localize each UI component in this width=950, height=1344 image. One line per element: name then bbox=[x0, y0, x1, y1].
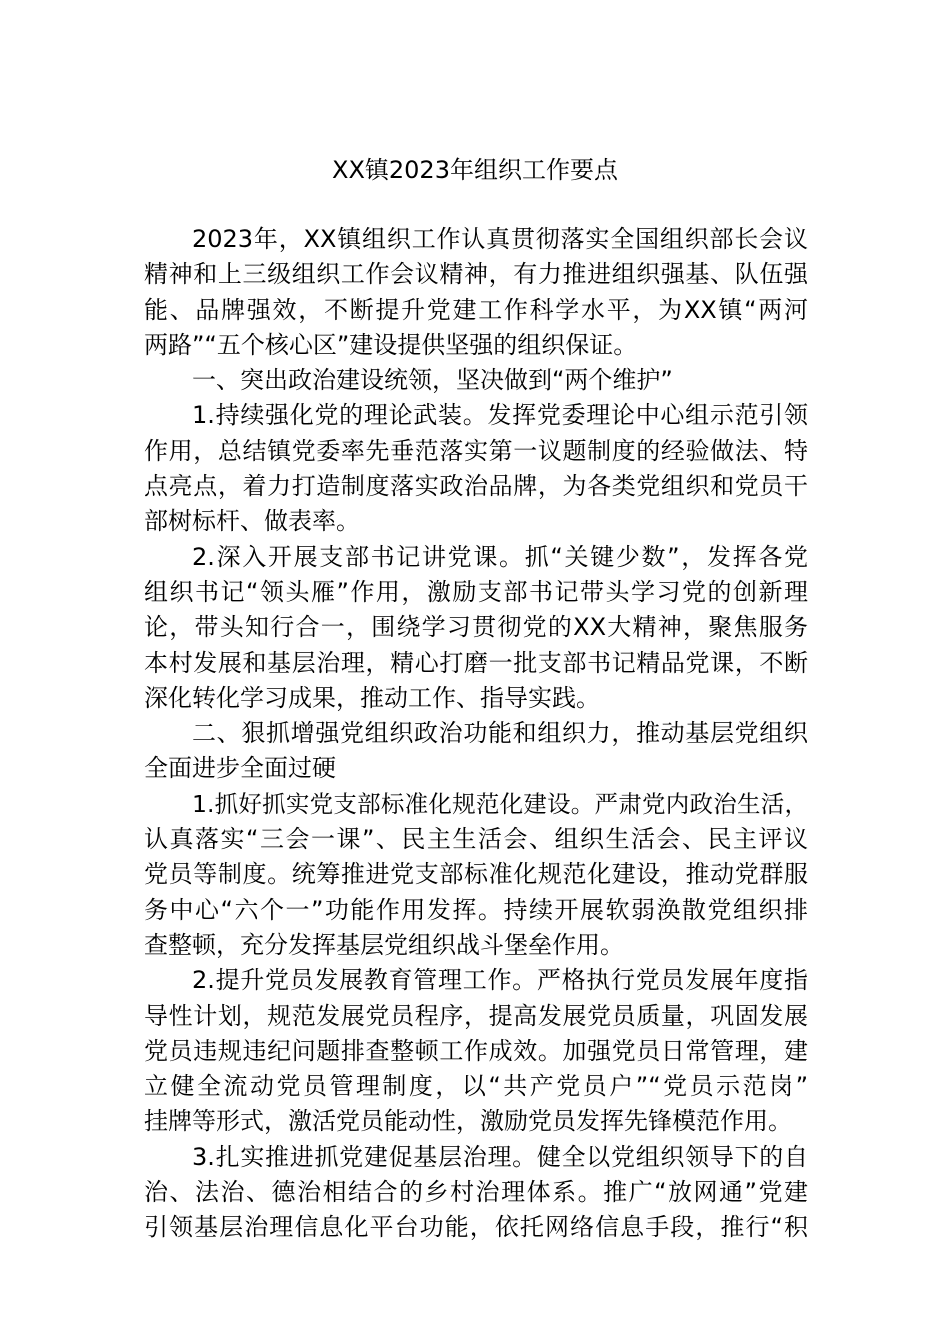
text-line: 1.抓好抓实党支部标准化规范化建设。严肃党内政治生活， bbox=[192, 789, 808, 818]
text-line: 导性计划，规范发展党员程序，提高发展党员质量，巩固发展 bbox=[144, 1001, 808, 1030]
text-line: 引领基层治理信息化平台功能，依托网络信息手段，推行“积 bbox=[144, 1213, 808, 1242]
text-line: 查整顿，充分发挥基层党组织战斗堡垒作用。 bbox=[144, 930, 624, 959]
text-line: 3.扎实推进抓党建促基层治理。健全以党组织领导下的自 bbox=[192, 1142, 808, 1171]
text-line: 作用，总结镇党委率先垂范落实第一议题制度的经验做法、特 bbox=[144, 436, 808, 465]
text-line: 务中心“六个一”功能作用发挥。持续开展软弱涣散党组织排 bbox=[144, 895, 808, 924]
text-line: 2.深入开展支部书记讲党课。抓“关键少数”，发挥各党 bbox=[192, 542, 808, 571]
document-title: XX镇2023年组织工作要点 bbox=[332, 156, 618, 184]
text-line: 党员违规违纪问题排查整顿工作成效。加强党员日常管理，建 bbox=[144, 1036, 808, 1065]
text-line: 一、突出政治建设统领，坚决做到“两个维护” bbox=[192, 366, 673, 395]
text-line: 二、狠抓增强党组织政治功能和组织力，推动基层党组织 bbox=[192, 719, 808, 748]
document-body bbox=[144, 222, 808, 1246]
text-line: 组织书记“领头雁”作用，激励支部书记带头学习党的创新理 bbox=[144, 577, 808, 606]
text-line: 立健全流动党员管理制度，以“共产党员户”“党员示范岗” bbox=[144, 1072, 808, 1101]
text-line: 2.提升党员发展教育管理工作。严格执行党员发展年度指 bbox=[192, 966, 808, 995]
text-line: 全面进步全面过硬 bbox=[144, 754, 336, 783]
text-line: 深化转化学习成果，推动工作、指导实践。 bbox=[144, 683, 600, 712]
text-line: 治、法治、德治相结合的乡村治理体系。推广“放网通”党建 bbox=[144, 1178, 808, 1207]
text-line: 2023年，XX镇组织工作认真贯彻落实全国组织部长会议 bbox=[192, 225, 808, 253]
text-line: 本村发展和基层治理，精心打磨一批支部书记精品党课，不断 bbox=[144, 648, 808, 677]
text-line: 部树标杆、做表率。 bbox=[144, 507, 360, 536]
text-line: 党员等制度。统筹推进党支部标准化规范化建设，推动党群服 bbox=[144, 860, 808, 889]
text-line: 点亮点，着力打造制度落实政治品牌，为各类党组织和党员干 bbox=[144, 472, 808, 501]
text-line: 两路”“五个核心区”建设提供坚强的组织保证。 bbox=[144, 330, 638, 359]
text-line: 1.持续强化党的理论武装。发挥党委理论中心组示范引领 bbox=[192, 401, 808, 430]
text-line: 认真落实“三会一课”、民主生活会、组织生活会、民主评议 bbox=[144, 825, 808, 854]
text-line: 精神和上三级组织工作会议精神，有力推进组织强基、队伍强 bbox=[144, 260, 808, 289]
text-line: 论，带头知行合一，围绕学习贯彻党的XX大精神，聚焦服务 bbox=[144, 613, 808, 642]
text-line: 能、品牌强效，不断提升党建工作科学水平，为XX镇“两河 bbox=[144, 295, 808, 324]
text-line: 挂牌等形式，激活党员能动性，激励党员发挥先锋模范作用。 bbox=[144, 1107, 792, 1136]
